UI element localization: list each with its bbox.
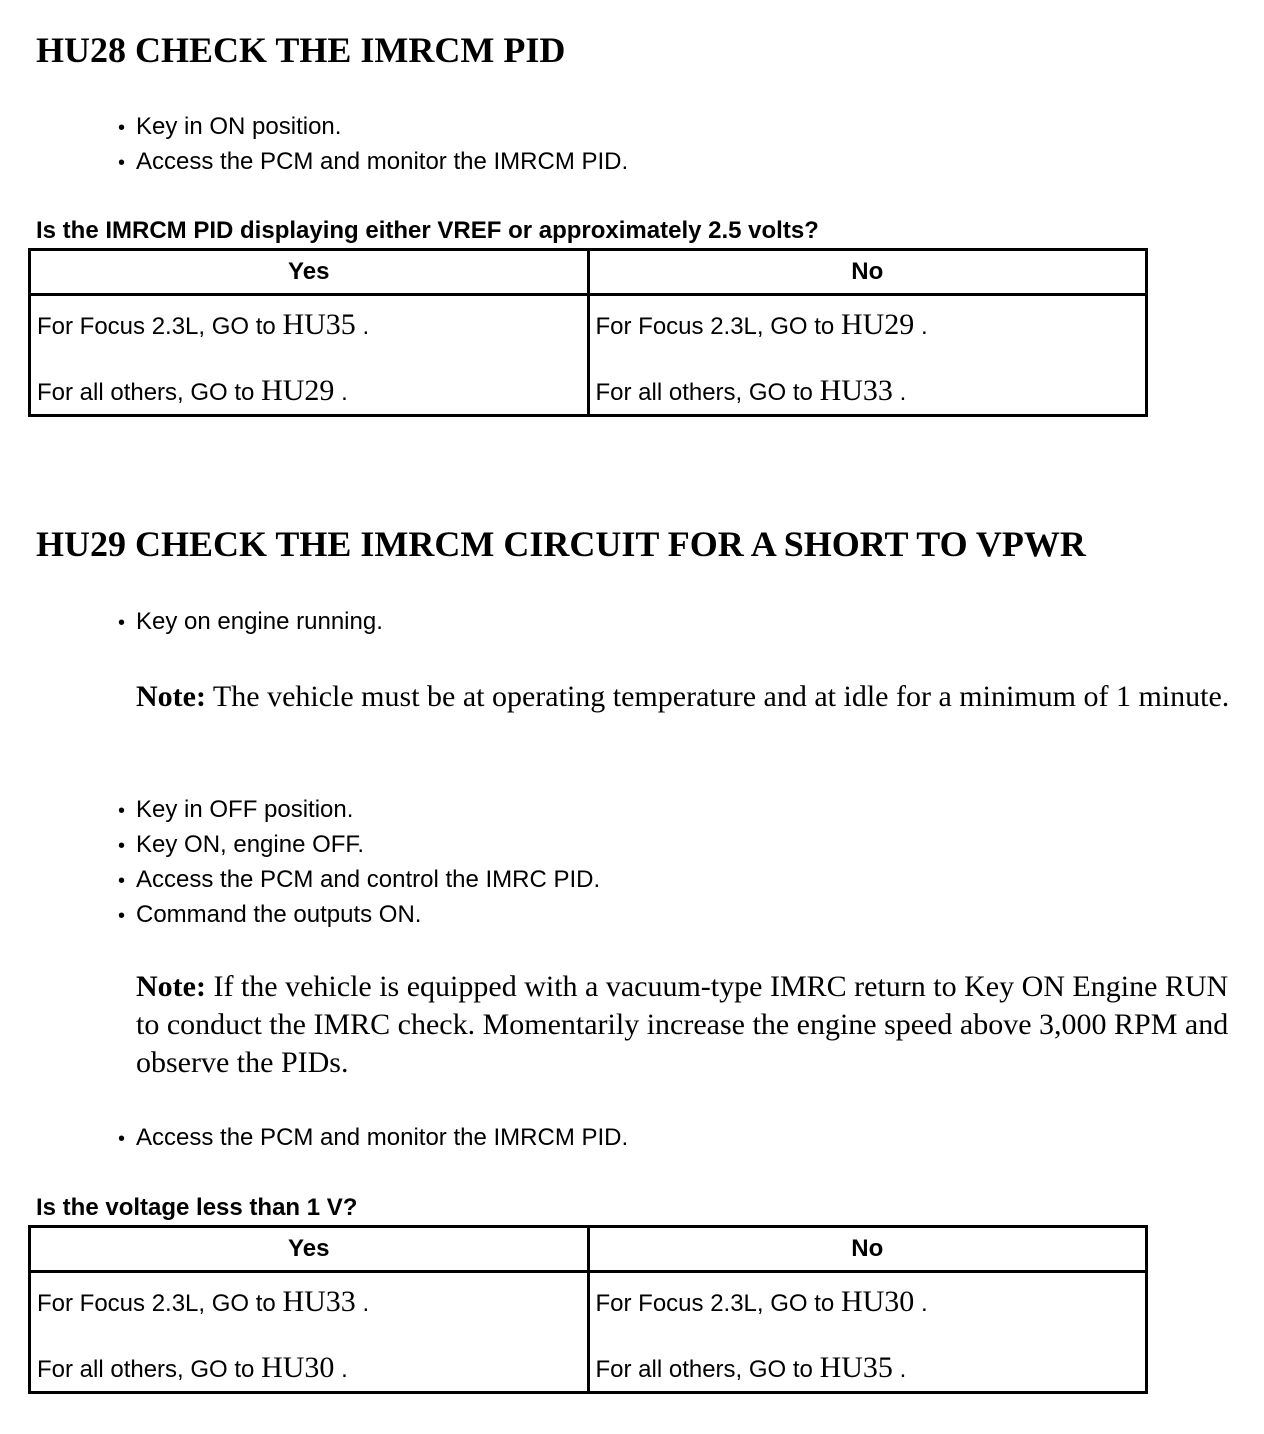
step-item: • Key in OFF position. [118,793,600,828]
instruction-line [596,308,1140,342]
table-row [30,1272,1147,1393]
step-item: • Key ON, engine OFF. [118,828,600,863]
step-ref-link[interactable]: HU35 [819,1351,893,1384]
no-cell [588,1272,1147,1393]
instruction-end: . [892,379,907,406]
note-operating-temp [136,678,1236,716]
question-hu29: Is the voltage less than 1 V? [36,1194,358,1221]
instruction-line [37,1351,581,1385]
note-text: The vehicle must be at operating temperature and at idle for a minimum of 1 minute. [205,680,1230,713]
step-item: • Access the PCM and monitor the IMRCM PID. [118,1121,628,1156]
instruction-line [596,1285,1140,1319]
step-list-hu29-c [118,1121,628,1156]
instruction-line [37,308,581,342]
table-header-row [30,1227,1147,1272]
step-list-hu28 [118,110,628,180]
note-text: If the vehicle is equipped with a vacuum-type IMRC return to Key ON Engine RUN to conduct the IMRC check. Momentarily increase the engine speed above 3,000 RPM and observe the PIDs. [136,970,1229,1079]
step-ref-link[interactable]: HU29 [261,374,335,407]
step-item: • Key in ON position. [118,110,628,145]
step-ref-link[interactable]: HU35 [282,308,356,341]
instruction-line [37,374,581,408]
decision-table-hu28 [28,248,1148,417]
instruction-text: For all others, GO to [595,379,820,406]
instruction-end: . [334,1356,348,1383]
yes-header: Yes [30,250,589,295]
step-ref-link[interactable]: HU30 [261,1351,335,1384]
instruction-end: . [355,1290,370,1317]
yes-cell [30,1272,589,1393]
no-header: No [588,1227,1147,1272]
step-ref-link[interactable]: HU33 [819,374,893,407]
note-label: Note: [136,680,206,713]
section-title-hu29: HU29 CHECK THE IMRCM CIRCUIT FOR A SHORT TO VPWR [36,524,1086,564]
instruction-text: For all others, GO to [37,379,262,406]
step-item: • Command the outputs ON. [118,898,600,933]
instruction-text: For Focus 2.3L, GO to [37,313,283,340]
yes-cell [30,295,589,416]
note-label: Note: [136,970,206,1003]
instruction-line [596,1351,1140,1385]
instruction-line [596,374,1140,408]
no-cell [588,295,1147,416]
instruction-text: For Focus 2.3L, GO to [595,313,841,340]
note-vacuum-imrc [136,968,1236,1082]
table-header-row [30,250,1147,295]
decision-table-hu29 [28,1225,1148,1394]
instruction-end: . [892,1356,907,1383]
question-hu28: Is the IMRCM PID displaying either VREF or approximately 2.5 volts? [36,217,819,244]
step-list-hu29-a [118,605,383,640]
instruction-text: For Focus 2.3L, GO to [37,1290,283,1317]
step-ref-link[interactable]: HU29 [840,308,915,341]
instruction-text: For all others, GO to [595,1356,820,1383]
yes-header: Yes [30,1227,589,1272]
step-ref-link[interactable]: HU30 [840,1285,915,1318]
instruction-end: . [355,313,370,340]
step-ref-link[interactable]: HU33 [282,1285,356,1318]
instruction-end: . [914,1290,928,1317]
section-title-hu28: HU28 CHECK THE IMRCM PID [36,30,566,70]
instruction-end: . [334,379,348,406]
table-row [30,295,1147,416]
step-item: • Access the PCM and monitor the IMRCM PID. [118,145,628,180]
step-item: • Access the PCM and control the IMRC PID. [118,863,600,898]
instruction-end: . [914,313,928,340]
step-list-hu29-b [118,793,600,933]
step-item: • Key on engine running. [118,605,383,640]
instruction-line [37,1285,581,1319]
instruction-text: For Focus 2.3L, GO to [595,1290,841,1317]
no-header: No [588,250,1147,295]
instruction-text: For all others, GO to [37,1356,262,1383]
